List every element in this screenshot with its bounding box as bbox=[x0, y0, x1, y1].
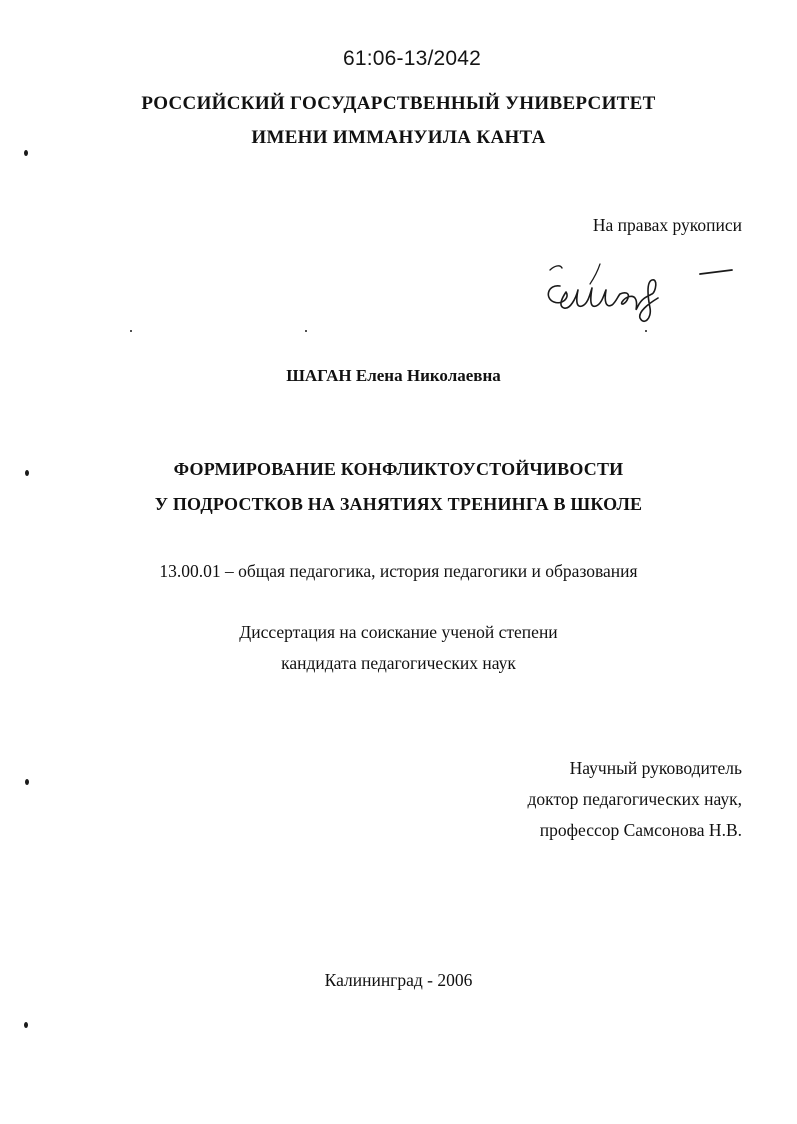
dissertation-title-line1: ФОРМИРОВАНИЕ КОНФЛИКТОУСТОЙЧИВОСТИ bbox=[173, 459, 624, 479]
place-and-year: Калининград - 2006 bbox=[324, 970, 473, 990]
advisor-name: профессор Самсонова Н.В. bbox=[539, 820, 742, 840]
manuscript-rights-note: На правах рукописи bbox=[592, 215, 742, 235]
scan-mark bbox=[305, 330, 307, 332]
advisor-role: Научный руководитель bbox=[569, 758, 742, 778]
scan-mark bbox=[130, 330, 132, 332]
scan-mark bbox=[24, 1022, 28, 1028]
specialty-code: 13.00.01 – общая педагогика, история педагогики и образования bbox=[159, 561, 638, 581]
scan-mark bbox=[25, 470, 29, 476]
university-name-line2: ИМЕНИ ИММАНУИЛА КАНТА bbox=[251, 127, 546, 148]
advisor-degree: доктор педагогических наук, bbox=[527, 789, 742, 809]
catalog-number: 61:06-13/2042 bbox=[343, 47, 482, 70]
handwritten-signature bbox=[540, 248, 740, 328]
scan-mark bbox=[24, 150, 28, 156]
author-name: ШАГАН Елена Николаевна bbox=[286, 366, 501, 385]
degree-line2: кандидата педагогических наук bbox=[281, 653, 516, 673]
scan-mark bbox=[25, 779, 29, 785]
dissertation-title-line2: У ПОДРОСТКОВ НА ЗАНЯТИЯХ ТРЕНИНГА В ШКОЛЕ bbox=[154, 494, 643, 514]
university-name-line1: РОССИЙСКИЙ ГОСУДАРСТВЕННЫЙ УНИВЕРСИТЕТ bbox=[141, 93, 656, 114]
degree-line1: Диссертация на соискание ученой степени bbox=[239, 622, 558, 642]
scan-mark bbox=[645, 330, 647, 332]
